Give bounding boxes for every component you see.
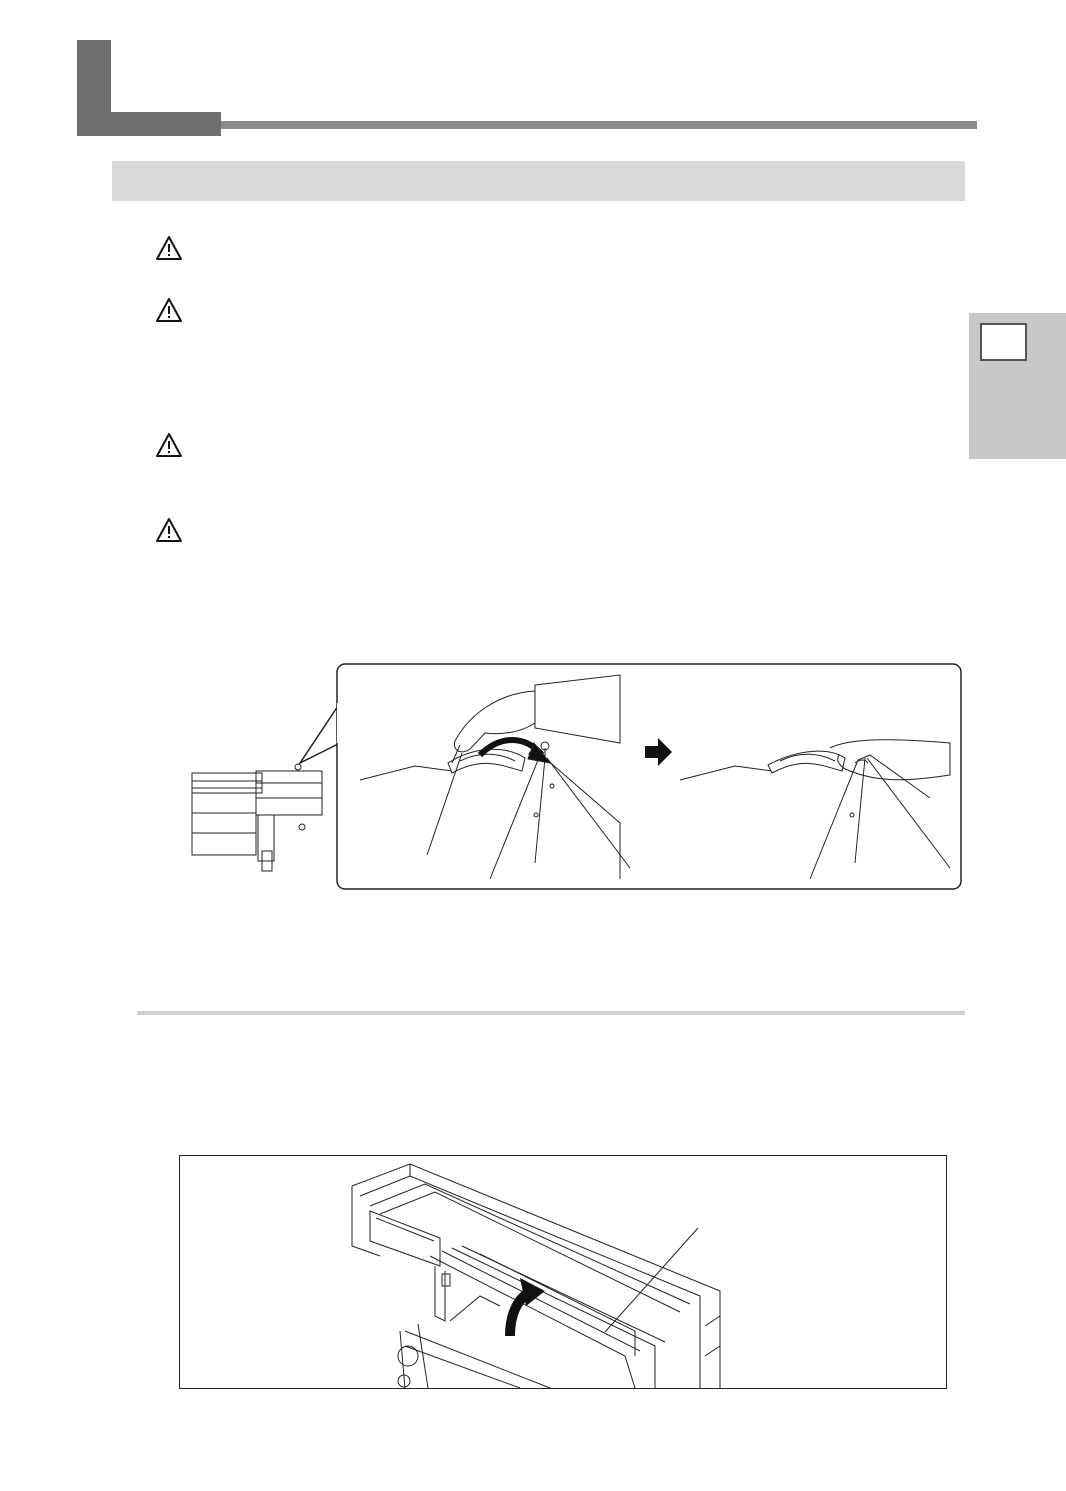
chapter-block-foot	[77, 112, 221, 136]
section-header-band	[112, 161, 965, 201]
printer-overview-icon	[192, 764, 322, 871]
warning-triangle-icon	[154, 516, 184, 544]
warning-triangle-icon	[154, 431, 184, 459]
section-divider	[137, 1011, 965, 1015]
chapter-rule	[221, 121, 977, 129]
warning-triangle-icon	[154, 296, 184, 324]
printer-cover-figure	[179, 1155, 947, 1389]
chapter-side-tab-box	[980, 323, 1027, 361]
printer-callout-figure	[190, 663, 965, 893]
warning-triangle-icon	[154, 234, 184, 262]
